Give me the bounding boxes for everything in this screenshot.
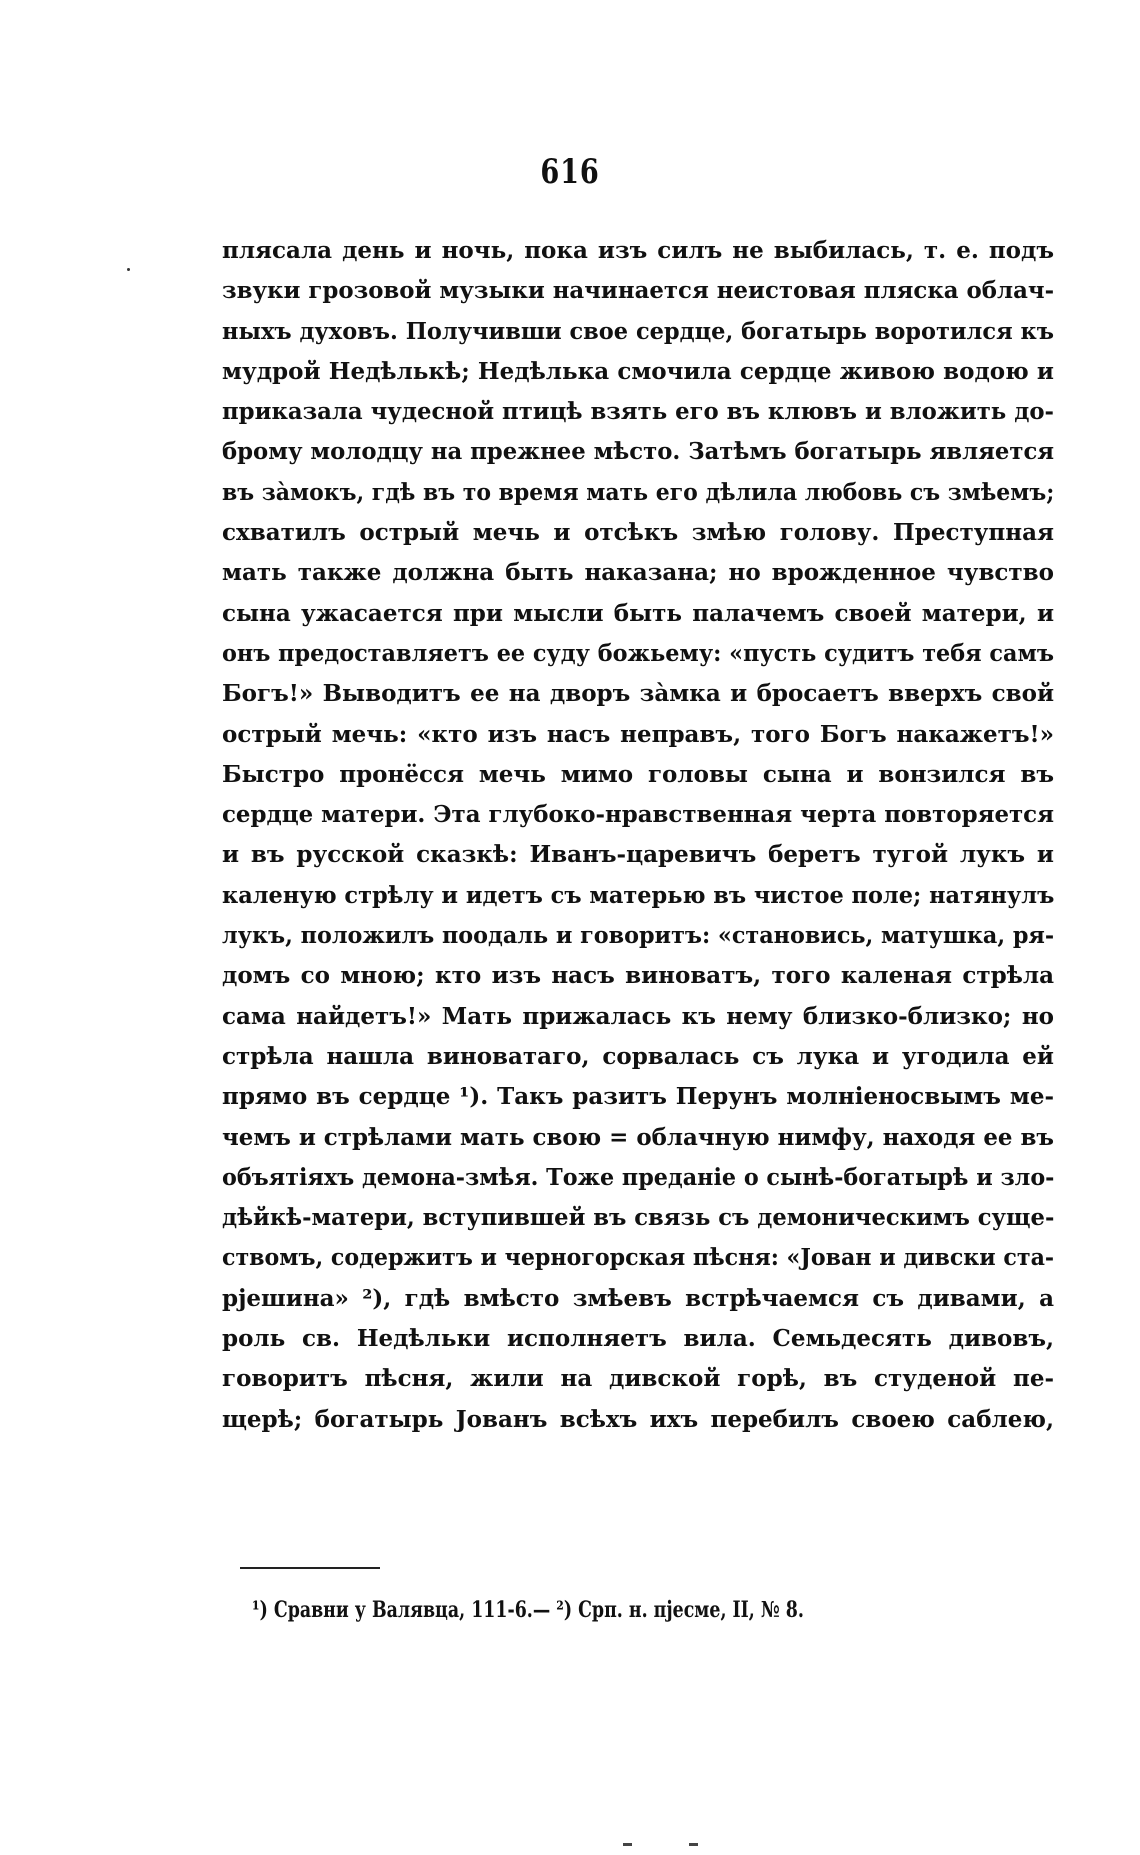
text-line: рјешина» ²), гдѣ вмѣсто змѣевъ встрѣчаемся съ дивами, а	[222, 1284, 1054, 1312]
text-line: ствомъ, содержитъ и черногорская пѣсня: «Jован и дивски ста-	[222, 1244, 1055, 1272]
text-line: прямо въ сердце ¹). Такъ разитъ Перунъ молніеносвымъ ме-	[222, 1083, 1054, 1111]
bottom-edge-marks	[0, 1843, 1140, 1855]
text-line: мать также должна быть наказана; но врожденное чувство	[222, 559, 1054, 587]
body-text	[222, 231, 1054, 1440]
text-line: говоритъ пѣсня, жили на дивской горѣ, въ студеной пе-	[222, 1365, 1054, 1393]
page-number: 616	[540, 152, 600, 192]
text-line: сердце матери. Эта глубоко-нравственная черта повторяется	[222, 801, 1054, 829]
text-line: сама найдетъ!» Мать прижалась къ нему близко-близко; но	[222, 1002, 1054, 1030]
text-line: брому молодцу на прежнее мѣсто. Затѣмъ богатырь является	[222, 438, 1055, 466]
text-line: ныхъ духовъ. Получивши свое сердце, богатырь воротился къ	[222, 317, 1054, 345]
text-line: схватилъ острый мечь и отсѣкъ змѣю голову. Преступная	[222, 519, 1054, 547]
text-line: Богъ!» Выводитъ ее на дворъ зàмка и бросаетъ вверхъ свой	[222, 680, 1054, 708]
text-line: онъ предоставляетъ ее суду божьему: «пусть судитъ тебя самъ	[222, 639, 1054, 667]
text-line: лукъ, положилъ поодаль и говоритъ: «становись, матушка, ря-	[222, 922, 1055, 950]
text-line: острый мечь: «кто изъ насъ неправъ, того Богъ накажетъ!»	[222, 720, 1054, 748]
stray-dot-mark	[127, 268, 130, 271]
text-line: чемъ и стрѣлами мать свою = облачную нимфу, находя ее въ	[222, 1123, 1054, 1151]
text-line: домъ со мною; кто изъ насъ виноватъ, того каленая стрѣла	[222, 962, 1054, 990]
text-line: объятіяхъ демона-змѣя. Тоже преданіе о сынѣ-богатырѣ и зло-	[222, 1163, 1055, 1191]
text-line: дѣйкѣ-матери, вступившей въ связь съ демоническимъ суще-	[222, 1204, 1055, 1232]
text-line: сына ужасается при мысли быть палачемъ своей матери, и	[222, 599, 1054, 627]
footnote-text: ¹) Сравни у Валявца, 111-6.— ²) Срп. н. пјесме, II, № 8.	[252, 1597, 804, 1623]
text-line: въ зàмокъ, гдѣ въ то время мать его дѣлила любовь съ змѣемъ;	[222, 478, 1055, 506]
text-line: мудрой Недѣлькѣ; Недѣлька смочила сердце живою водою и	[222, 357, 1054, 385]
text-line: каленую стрѣлу и идетъ съ матерью въ чистое поле; натянулъ	[222, 881, 1055, 909]
text-line: Быстро пронёсся мечь мимо головы сына и вонзился въ	[222, 760, 1054, 788]
text-line: стрѣла нашла виноватаго, сорвалась съ лука и угодила ей	[222, 1042, 1054, 1070]
footnote-rule	[240, 1567, 380, 1569]
text-line: плясала день и ночь, пока изъ силъ не выбилась, т. е. подъ	[222, 237, 1054, 264]
text-line: приказала чудесной птицѣ взять его въ клювъ и вложить до-	[222, 398, 1054, 426]
text-line: роль св. Недѣльки исполняетъ вила. Семьдесять дивовъ,	[222, 1325, 1054, 1353]
text-line: щерѣ; богатырь Јованъ всѣхъ ихъ перебилъ своею саблею,	[222, 1405, 1054, 1433]
text-line: и въ русской сказкѣ: Иванъ-царевичъ беретъ тугой лукъ и	[222, 841, 1054, 869]
text-line: звуки грозовой музыки начинается неистовая пляска облач-	[222, 277, 1055, 305]
